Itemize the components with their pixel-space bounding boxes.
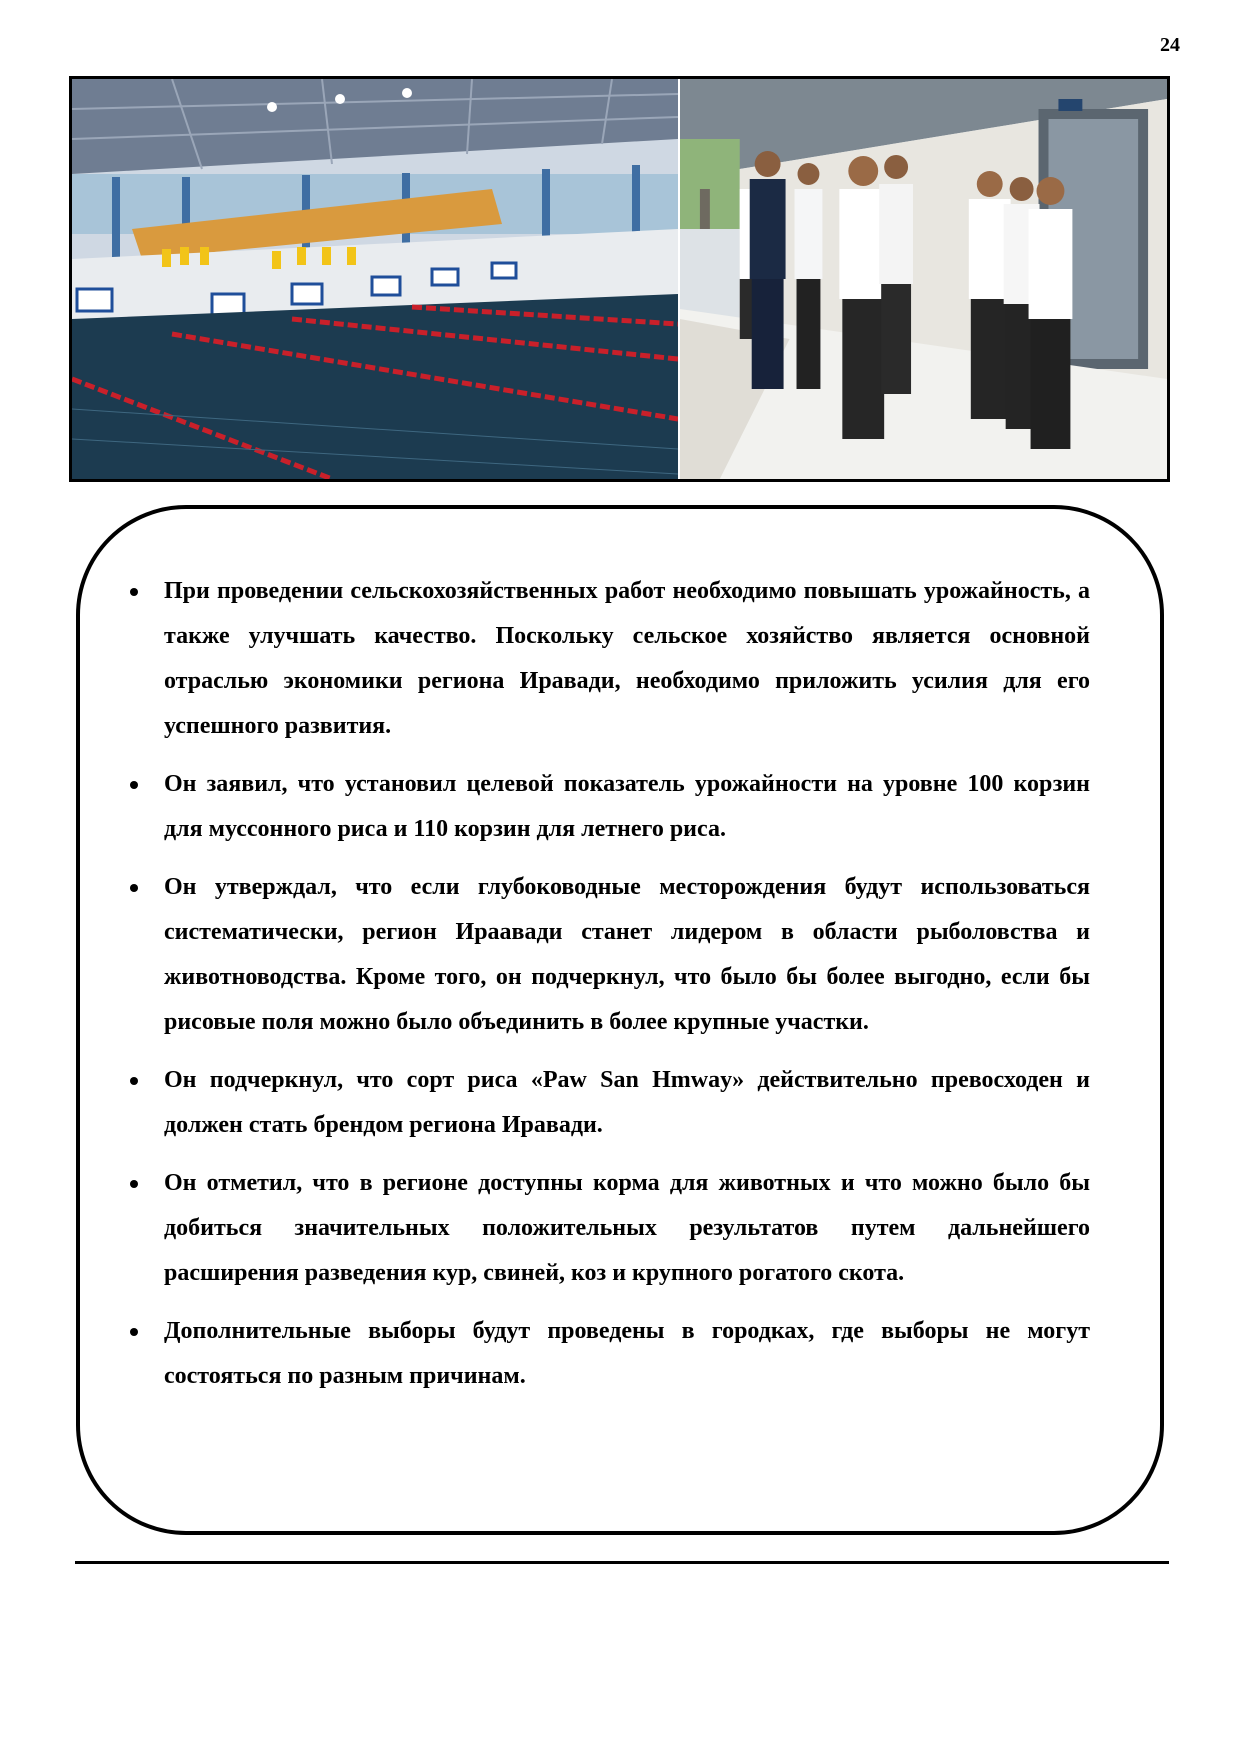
list-item [122, 1058, 1090, 1148]
list-item [122, 762, 1090, 852]
officials-inspection-photo [680, 79, 1167, 479]
bullet-icon [130, 588, 138, 596]
bullet-icon [130, 884, 138, 892]
list-item [122, 1161, 1090, 1296]
bullet-icon [130, 781, 138, 789]
bullet-text: При проведении сельскохозяйственных работ необходимо повышать урожайность, а также улучшать качество. Поскольку сельское хозяйство является основной отраслью экономики региона Иравади, необходимо приложить усилия для его успешного развития. [164, 578, 1090, 739]
page-number: 24 [1160, 34, 1180, 56]
bullet-icon [130, 1077, 138, 1085]
bullet-text: Он отметил, что в регионе доступны корма для животных и что можно было бы добиться значительных положительных результатов путем дальнейшего расширения разведения кур, свиней, коз и крупного рогатого скота. [164, 1170, 1090, 1286]
photo-strip [69, 76, 1170, 482]
bullet-text: Он заявил, что установил целевой показатель урожайности на уровне 100 корзин для муссонного риса и 110 корзин для летнего риса. [164, 771, 1090, 842]
bullet-icon [130, 1180, 138, 1188]
summary-box [76, 505, 1164, 1535]
list-item [122, 865, 1090, 1045]
bullet-text: Дополнительные выборы будут проведены в городках, где выборы не могут состояться по разным причинам. [164, 1318, 1090, 1389]
list-item [122, 1309, 1090, 1399]
bullet-icon [130, 1328, 138, 1336]
bullet-list [122, 569, 1090, 1412]
bullet-text: Он подчеркнул, что сорт риса «Paw San Hmway» действительно превосходен и должен стать брендом региона Иравади. [164, 1067, 1090, 1138]
bullet-text: Он утверждал, что если глубоководные месторождения будут использоваться систематически, регион Ираавади станет лидером в области рыболовства и животноводства. Кроме того, он подчеркнул, что было бы более выгодно, если бы рисовые поля можно было объединить в более крупные участки. [164, 874, 1090, 1035]
swimming-pool-photo [72, 79, 680, 479]
list-item [122, 569, 1090, 749]
bottom-divider [75, 1561, 1169, 1564]
